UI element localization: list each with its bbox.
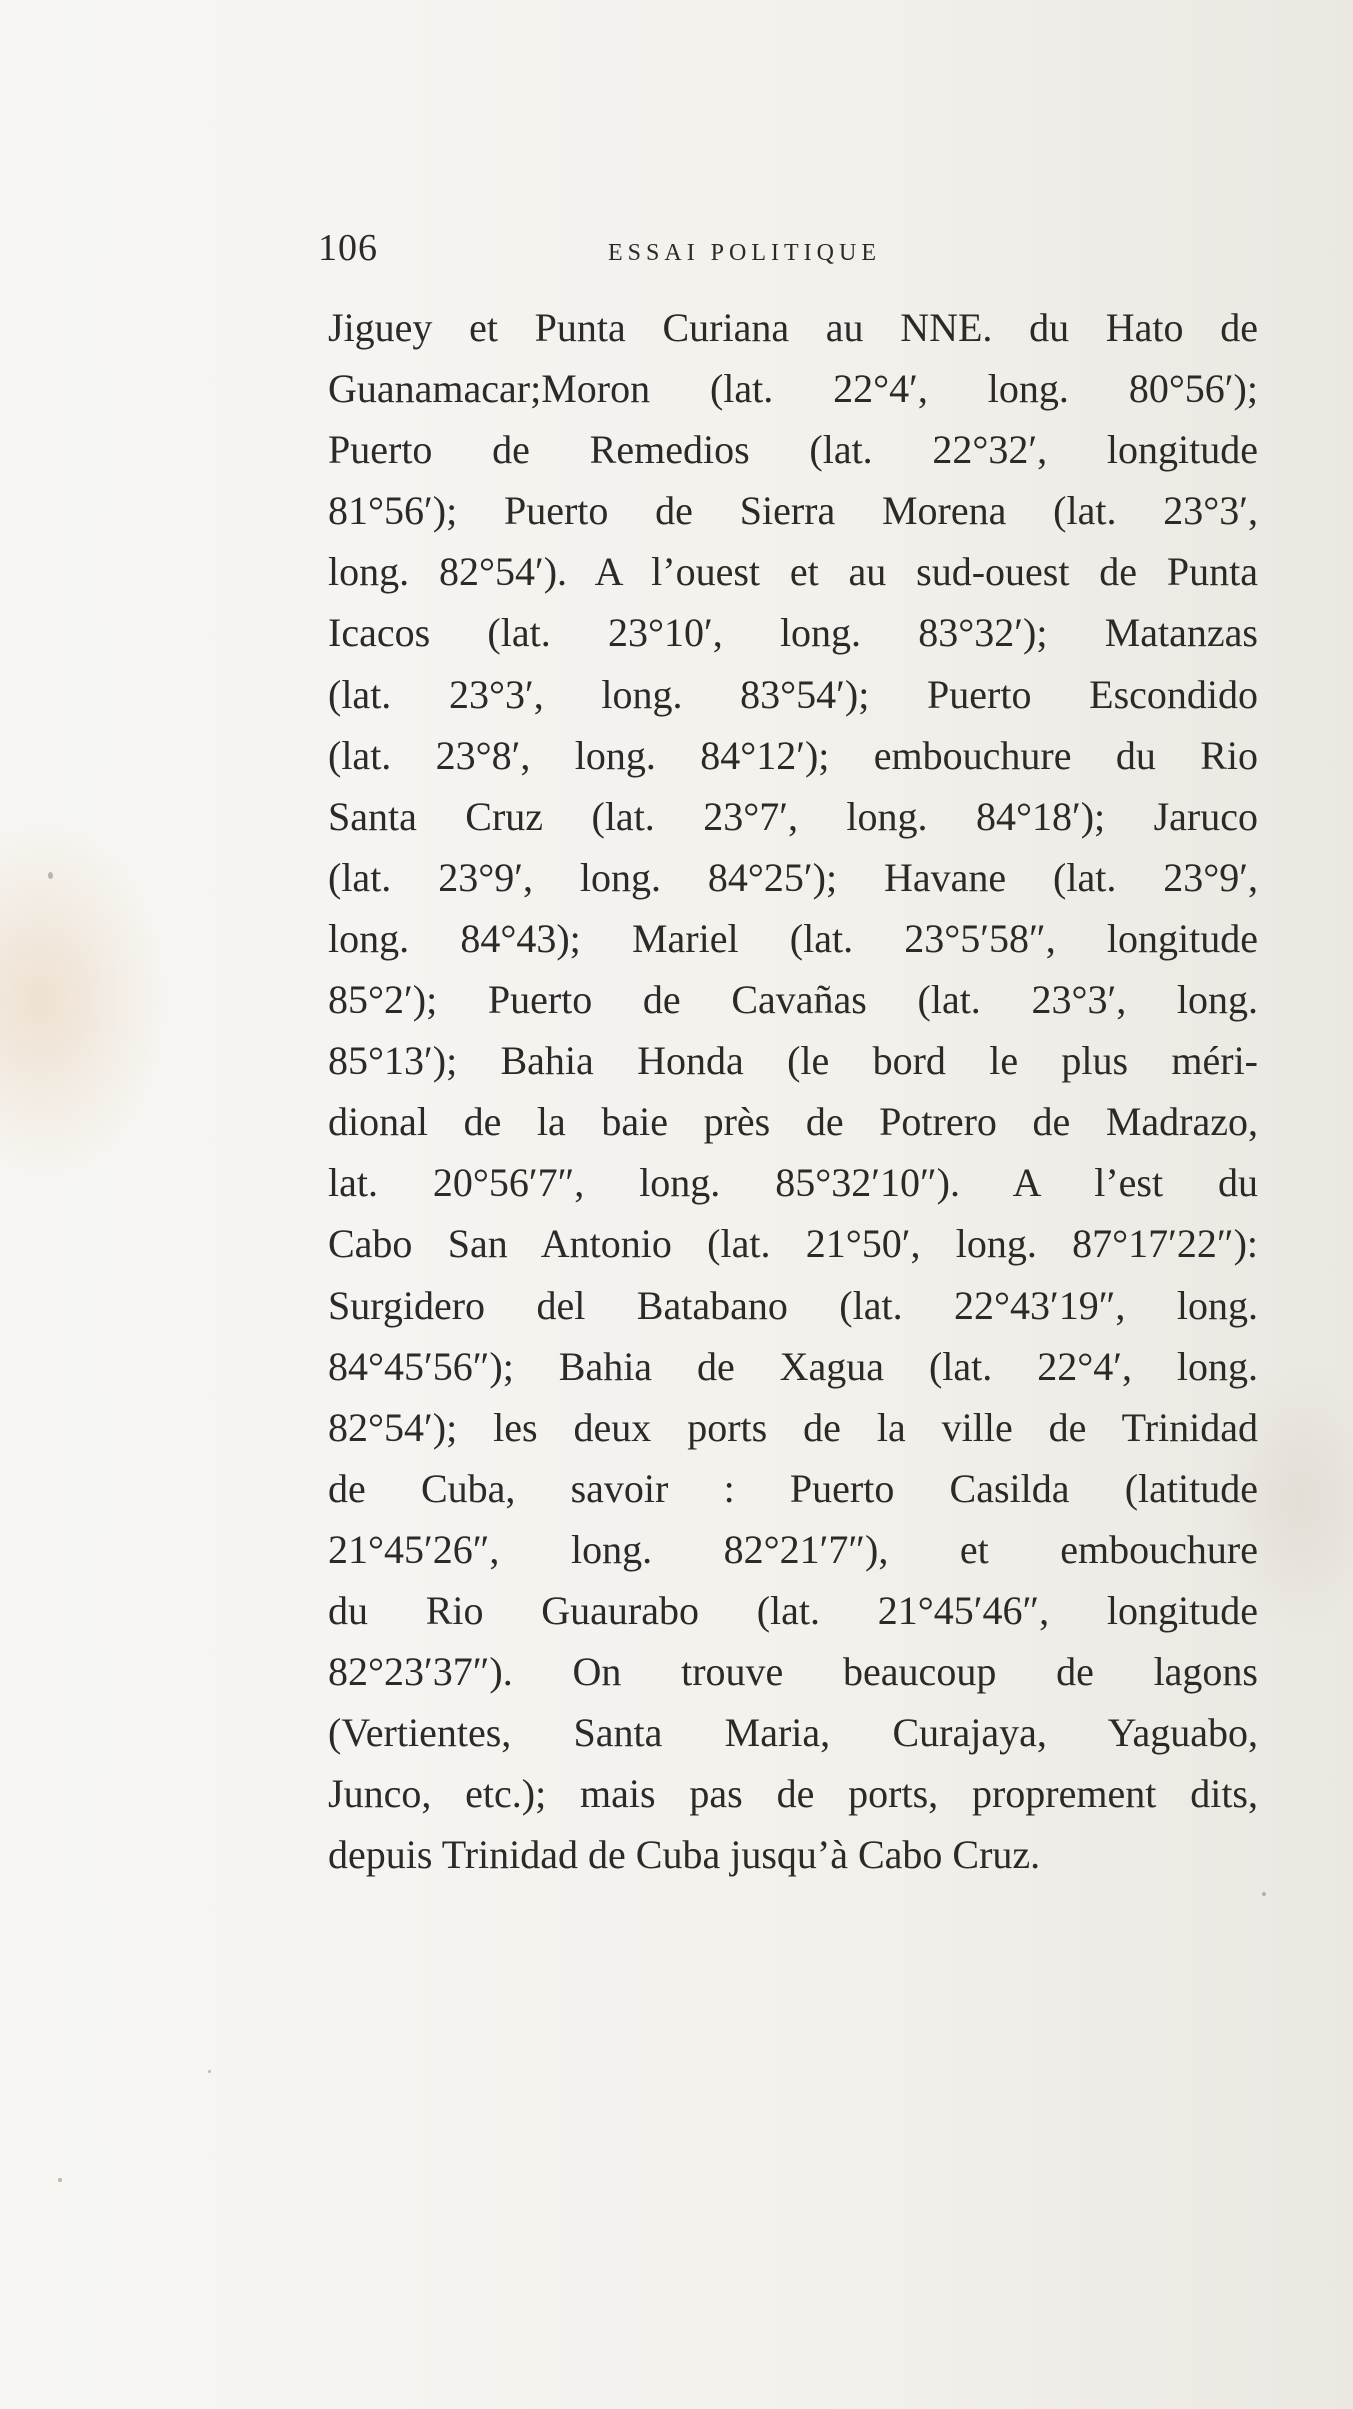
- page-number: 106: [318, 227, 378, 269]
- text-line: (lat. 23°8′, long. 84°12′); embouchure du Rio: [328, 732, 1258, 778]
- text-line: Surgidero del Batabano (lat. 22°43′19″, long.: [328, 1282, 1258, 1328]
- paper-speck: [58, 2178, 62, 2182]
- text-line: de Cuba, savoir : Puerto Casilda (latitude: [328, 1465, 1258, 1511]
- body-text: [328, 297, 1258, 1885]
- text-line: Guanamacar;Moron (lat. 22°4′, long. 80°56′);: [328, 366, 1258, 412]
- paper-speck: [1262, 1892, 1266, 1896]
- text-line: Puerto de Remedios (lat. 22°32′, longitude: [328, 427, 1258, 473]
- text-line: (lat. 23°9′, long. 84°25′); Havane (lat. 23°9′,: [328, 854, 1258, 900]
- text-line: Icacos (lat. 23°10′, long. 83°32′); Matanzas: [328, 610, 1258, 656]
- text-line: Santa Cruz (lat. 23°7′, long. 84°18′); Jaruco: [328, 793, 1258, 839]
- text-line: 21°45′26″, long. 82°21′7″), et embouchure: [328, 1526, 1258, 1572]
- text-line: 81°56′); Puerto de Sierra Morena (lat. 23°3′,: [328, 488, 1258, 534]
- text-line: 82°23′37″). On trouve beaucoup de lagons: [328, 1649, 1258, 1695]
- text-line: long. 82°54′). A l’ouest et au sud-ouest de Punta: [328, 549, 1258, 595]
- text-line: Junco, etc.); mais pas de ports, proprement dits,: [328, 1771, 1258, 1817]
- text-line: 82°54′); les deux ports de la ville de Trinidad: [328, 1404, 1258, 1450]
- text-line: 84°45′56″); Bahia de Xagua (lat. 22°4′, long.: [328, 1343, 1258, 1389]
- text-line: (Vertientes, Santa Maria, Curajaya, Yaguabo,: [328, 1710, 1258, 1756]
- page-header: [318, 226, 1258, 276]
- paper-speck: [48, 872, 53, 879]
- text-line: long. 84°43); Mariel (lat. 23°5′58″, longitude: [328, 915, 1258, 961]
- text-line: 85°2′); Puerto de Cavañas (lat. 23°3′, long.: [328, 977, 1258, 1023]
- text-line: depuis Trinidad de Cuba jusqu’à Cabo Cruz.: [328, 1832, 1041, 1878]
- text-line: 85°13′); Bahia Honda (le bord le plus méri-: [328, 1038, 1258, 1084]
- text-line: lat. 20°56′7″, long. 85°32′10″). A l’est du: [328, 1160, 1258, 1206]
- text-line: du Rio Guaurabo (lat. 21°45′46″, longitude: [328, 1587, 1258, 1633]
- text-line: Jiguey et Punta Curiana au NNE. du Hato de: [328, 305, 1258, 350]
- text-line: dional de la baie près de Potrero de Madrazo,: [328, 1099, 1258, 1145]
- paper-speck: [208, 2070, 211, 2073]
- text-line: (lat. 23°3′, long. 83°54′); Puerto Escondido: [328, 671, 1258, 717]
- running-head: ESSAI POLITIQUE: [608, 240, 881, 266]
- text-line: Cabo San Antonio (lat. 21°50′, long. 87°17′22″):: [328, 1221, 1258, 1267]
